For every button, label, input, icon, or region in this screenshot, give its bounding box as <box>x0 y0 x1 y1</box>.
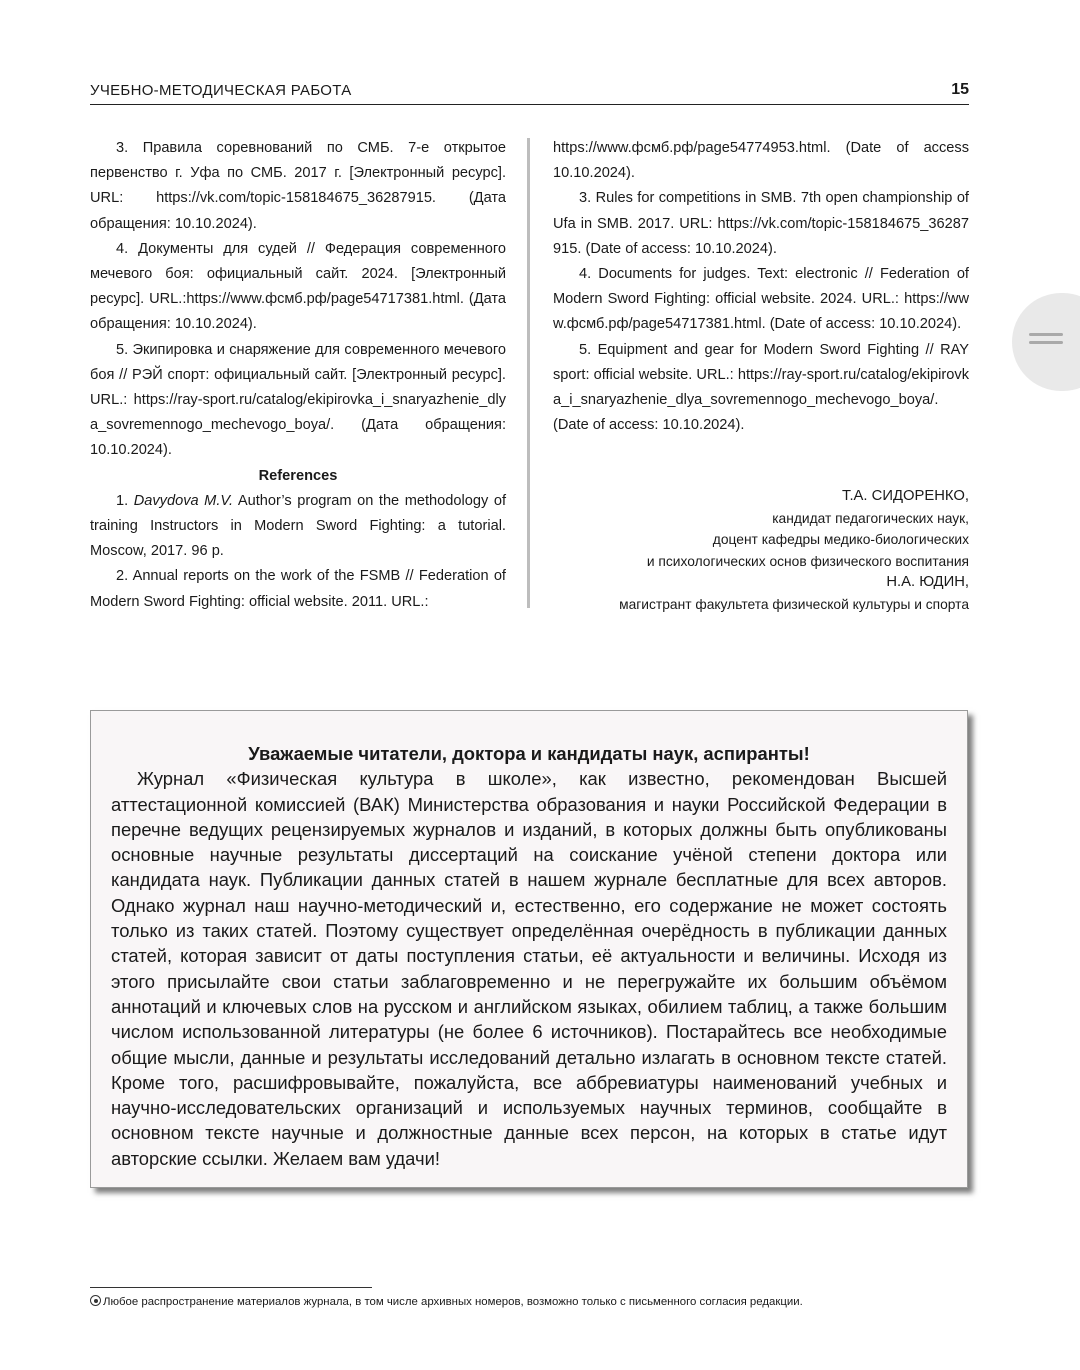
english-reference-3-url[interactable]: https://vk.com/topic-158184675_36287915. <box>553 215 969 257</box>
english-reference-3: 3. Rules for competitions in SMB. 7th open championship of Ufa in SMB. 2017. URL: https://vk.com/topic-158184675_36287915. (Date of access: 10.10.2024). <box>553 190 969 257</box>
author-2-position: магистрант факультета физической культуры и спорта <box>619 596 969 612</box>
english-reference-4-url[interactable]: https://www.фсмб.рф/page54717381.html. <box>553 291 969 333</box>
author-1-department: и психологических основ физического воспитания <box>646 553 969 569</box>
english-reference-1: 1. Davydova M.V. Author’s program on the methodology of training Instructors in Modern Sword Fighting: a tutorial. Moscow, 2017. 96 p. <box>90 492 507 560</box>
reference-5-url[interactable]: https://ray-sport.ru/catalog/ekipirovka_i_snaryazhenie_dlya_sovremennogo_mechevogo_boya/. <box>90 392 506 434</box>
notice-box <box>90 710 968 1188</box>
english-reference-5-url[interactable]: https://ray-sport.ru/catalog/ekipirovka_i_snaryazhenie_dlya_sovremennogo_mechevogo_boya/. <box>553 366 969 409</box>
author-1-degree: кандидат педагогических наук, <box>772 510 969 526</box>
footnote-text: Любое распространение материалов журнала, в том числе архивных номеров, возможно только с письменного согласия редакции. <box>103 1296 803 1308</box>
reference-5: 5. Экипировка и снаряжение для современного мечевого боя // РЭЙ спорт: официальный сайт. [Электронный ресурс]. URL.: https://ray-sport.ru/catalog/ekipirovka_i_snaryazhenie_dlya_sovremennogo_mechevogo_boya/. (Дата обращения: 10.10.2024). <box>90 341 506 459</box>
author-1-name: Т.А. СИДОРЕНКО, <box>842 488 969 504</box>
footnote <box>90 1295 803 1308</box>
section-title: УЧЕБНО-МЕТОДИЧЕСКАЯ РАБОТА <box>90 82 352 99</box>
author-1-position: доцент кафедры медико-биологических <box>712 532 969 548</box>
reference-3: 3. Правила соревнований по СМБ. 7-е открытое первенство г. Уфа по СМБ. 2017 г. [Электронный ресурс]. URL: https://vk.com/topic-158184675_36287915. (Дата обращения: 10.10.2024). <box>90 140 506 232</box>
side-menu-handle[interactable] <box>1012 293 1080 391</box>
footnote-rule <box>90 1287 372 1288</box>
copyright-icon <box>90 1295 101 1306</box>
menu-bar-icon <box>1029 341 1063 344</box>
authors-block <box>553 486 969 616</box>
reference-3-url[interactable]: https://vk.com/topic-158184675_36287915. <box>156 190 436 207</box>
right-column <box>553 136 969 438</box>
column-divider <box>527 138 530 608</box>
english-reference-5: 5. Equipment and gear for Modern Sword Fighting // RAY sport: official website. URL.: https://ray-sport.ru/catalog/ekipirovka_i_snaryazhenie_dlya_sovremennogo_mechevogo_boya/. (Date of access: 10.10.2024). <box>553 341 969 434</box>
references-heading: References <box>258 467 338 484</box>
notice-body: Журнал «Физическая культура в школе», как известно, рекомендован Высшей аттестационной комиссией (ВАК) Министерства образования и науки Российской Федерации в перечне ведущих рецензируемых журналов и изданий, в которых должны быть опубликованы основные научные результаты диссертаций на соискание учёной степени доктора или кандидата наук. Публикации данных статей в нашем журнале бесплатные для всех авторов. Однако журнал наш научно-методический и, естественно, его содержание не может состоять только из таких статей. Поэтому существует определённая очерёдность в публикации данных статей, которая зависит от даты поступления статьи, её актуальности и величины. Исходя из этого присылайте свои статьи заблаговременно и не перегружайте их большим объёмом аннотаций и ключевых слов на русском и английском языках, обилием таблиц, а также большим числом использованной литературы (не более 6 источников). Постарайтесь все необходимые общие мысли, данные и результаты исследований детально излагать в основном тексте статей. Кроме того, расшифровывайте, пожалуйста, все аббревиатуры наименований учебных и научно-исследовательских организаций и используемых научных терминов, сообщайте в основном тексте научные и должностные данные всех персон, на которых в статье идут авторские ссылки. Желаем вам удачи! <box>111 768 947 1169</box>
english-reference-2-continued: https://www.фсмб.рф/page54774953.html. (Date of access 10.10.2024). <box>553 140 969 182</box>
left-column <box>90 136 506 615</box>
reference-4-url[interactable]: https://www.фсмб.рф/page54717381.html. <box>186 291 464 308</box>
menu-bar-icon <box>1029 333 1063 336</box>
reference-4: 4. Документы для судей // Федерация современного мечевого боя: официальный сайт. 2024. [Электронный ресурс]. URL.:https://www.фсмб.рф/page54717381.html. (Дата обращения: 10.10.2024). <box>90 240 507 333</box>
author-2-name: Н.А. ЮДИН, <box>886 574 969 591</box>
page-header <box>90 80 969 105</box>
notice-title: Уважаемые читатели, доктора и кандидаты наук, аспиранты! <box>248 743 810 764</box>
page-number: 15 <box>951 81 969 98</box>
english-reference-2-url[interactable]: https://www.фсмб.рф/page54774953.html. <box>553 140 831 156</box>
english-reference-4: 4. Documents for judges. Text: electronic // Federation of Modern Sword Fighting: official website. 2024. URL.: https://www.фсмб.рф/page54717381.html. (Date of access: 10.10.2024). <box>553 266 969 333</box>
reference-author: Davydova M.V. <box>133 492 234 509</box>
english-reference-2-start: 2. Annual reports on the work of the FSMB // Federation of Modern Sword Fighting: official website. 2011. URL.: <box>90 568 506 610</box>
